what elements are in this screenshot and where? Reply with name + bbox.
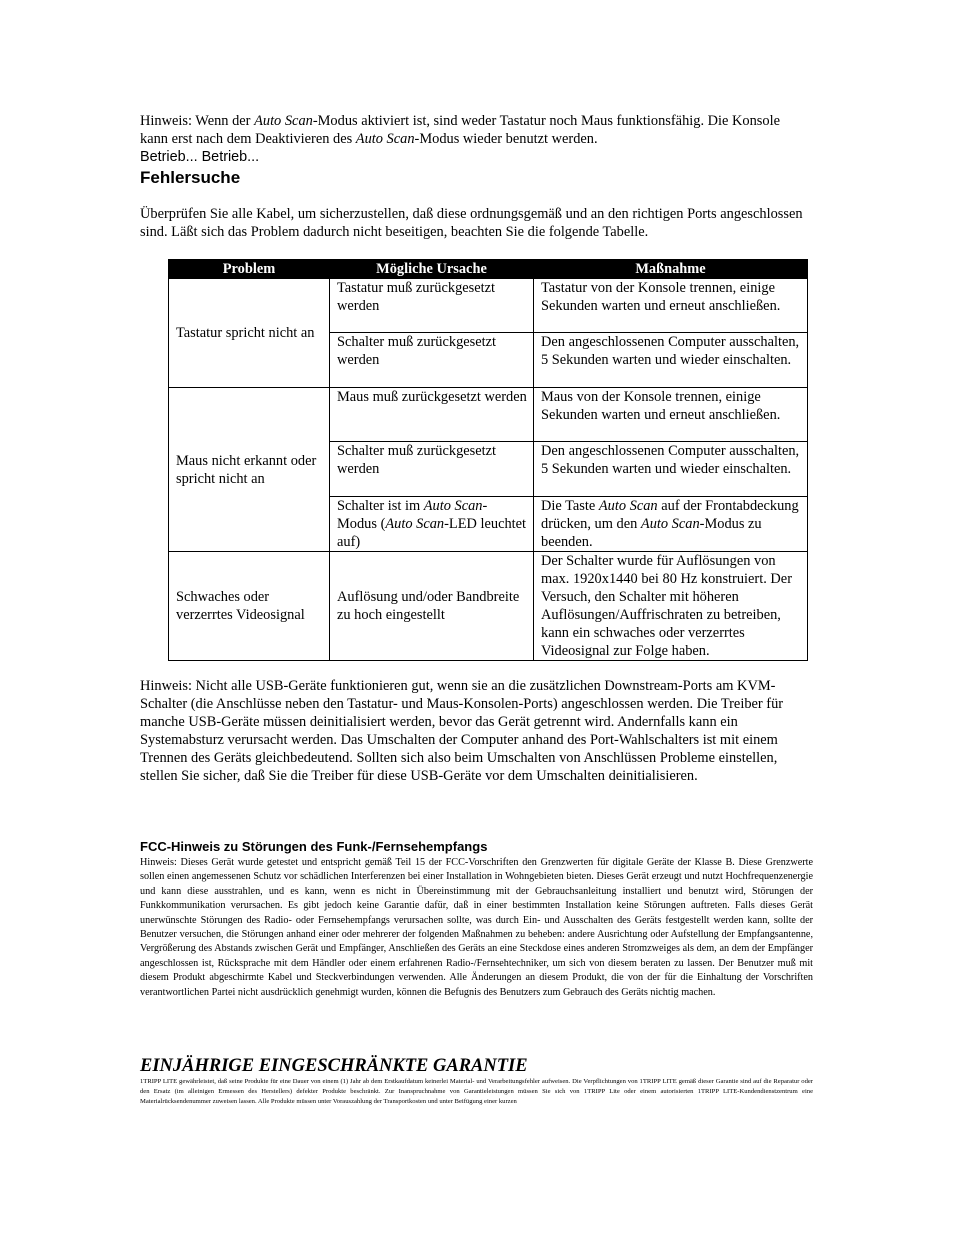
cause-emphasis: Auto Scan	[385, 516, 445, 532]
note-emphasis: Auto Scan	[254, 113, 313, 129]
cause-cell: Maus muß zurückgesetzt werden	[330, 388, 534, 442]
warranty-heading: EINJÄHRIGE EINGESCHRÄNKTE GARANTIE	[140, 1056, 528, 1076]
usb-note: Hinweis: Nicht alle USB-Geräte funktionieren gut, wenn sie an die zusätzlichen Downstream-Ports am KVM-Schalter (die Anschlüsse neben den Tastatur- und Maus-Konsolen-Ports) angeschlossen werden. Die Treiber für manche USB-Geräte müssen deinitialisiert werden, bevor das Gerät getrennt wird. Andernfalls kann ein Systemabsturz verursacht werden. Das Umschalten der Computer anhand des Port-Wahlschalters ist mit einem Trennen des Geräts gleichbedeutend. Sollten sich also beim Umschalten von Anschlüssen Probleme einstellen, stellen Sie sicher, daß Sie die Treiber für diese USB-Geräte vor dem Umschalten deinitialisieren.	[140, 678, 784, 784]
action-cell: Tastatur von der Konsole trennen, einige Sekunden warten und erneut anschließen.	[534, 279, 808, 333]
cause-cell: Tastatur muß zurückgesetzt werden	[330, 279, 534, 333]
cause-cell	[330, 497, 534, 552]
note-emphasis: Auto Scan	[355, 131, 415, 147]
table-row	[169, 388, 808, 442]
cause-text: -Modus (	[337, 498, 488, 532]
action-text: -Modus zu beenden.	[541, 516, 762, 550]
problem-cell: Tastatur spricht nicht an	[169, 279, 330, 388]
troubleshooting-table	[168, 259, 808, 661]
table-header-row	[169, 260, 808, 279]
action-cell	[534, 497, 808, 552]
action-text: Die Taste	[541, 498, 599, 514]
table-row	[169, 279, 808, 333]
column-header-cause: Mögliche Ursache	[330, 260, 534, 279]
column-header-problem: Problem	[169, 260, 330, 279]
problem-cell: Schwaches oder verzerrtes Videosignal	[169, 552, 330, 661]
troubleshooting-intro: Überprüfen Sie alle Kabel, um sicherzustellen, daß diese ordnungsgemäß und an den richtigen Ports angeschlossen sind. Läßt sich das Problem dadurch nicht beseitigen, beachten Sie die folgende Tabelle.	[140, 206, 803, 240]
problem-cell: Maus nicht erkannt oder spricht nicht an	[169, 388, 330, 552]
column-header-action: Maßnahme	[534, 260, 808, 279]
action-text: auf der Frontabdeckung drücken, um den	[541, 498, 799, 532]
cause-cell: Auflösung und/oder Bandbreite zu hoch eingestellt	[330, 552, 534, 661]
action-cell: Den angeschlossenen Computer ausschalten, 5 Sekunden warten und wieder einschalten.	[534, 333, 808, 388]
action-cell: Maus von der Konsole trennen, einige Sekunden warten und erneut anschließen.	[534, 388, 808, 442]
table-row	[169, 552, 808, 661]
troubleshooting-heading: Fehlersuche	[140, 168, 241, 187]
note-text: -Modus wieder benutzt werden.	[414, 131, 598, 147]
action-cell: Der Schalter wurde für Auflösungen von max. 1920x1440 bei 80 Hz konstruiert. Der Versuch, den Schalter mit höheren Auflösungen/Auffrischraten zu betreiben, kann ein schwaches oder verzerrtes Videosignal zur Folge haben.	[534, 552, 808, 661]
action-emphasis: Auto Scan	[598, 498, 658, 514]
running-text: Betrieb... Betrieb...	[140, 149, 260, 165]
cause-text: Schalter ist im	[337, 498, 424, 514]
action-cell: Den angeschlossenen Computer ausschalten, 5 Sekunden warten und wieder einschalten.	[534, 442, 808, 497]
cause-cell: Schalter muß zurückgesetzt werden	[330, 333, 534, 388]
auto-scan-note	[140, 112, 800, 148]
cause-emphasis: Auto Scan	[423, 498, 483, 514]
action-emphasis: Auto Scan	[640, 516, 700, 532]
cause-text: -LED leuchtet auf)	[337, 516, 527, 550]
fcc-heading: FCC-Hinweis zu Störungen des Funk-/Fernsehempfangs	[140, 839, 488, 854]
note-text: Hinweis: Wenn der	[140, 113, 255, 129]
fcc-notice: Hinweis: Dieses Gerät wurde getestet und entspricht gemäß Teil 15 der FCC-Vorschriften den Grenzwerten für digitale Geräte der Klasse B. Diese Grenzwerte sollen einen angemessenen Schutz vor schädlichen Interferenzen bei einer Installation in Wohngebieten bieten. Dieses Gerät erzeugt und nutzt Hochfrequenzenergie und kann diese ausstrahlen, und es kann, wenn es nicht in Übereinstimmung mit der Gebrauchsanleitung installiert und benutzt wird, Störungen der Funkkommunikation verursachen. Es gibt jedoch keine Garantie dafür, daß in einer bestimmten Installation keine Störungen auftreten. Falls dieses Gerät unerwünschte Störungen des Radio- oder Fernsehempfangs verursachen sollte, was durch Ein- und Ausschalten des Geräts festgestellt werden kann, sollte der Benutzer versuchen, die Störungen anhand einer oder mehrerer der folgenden Maßnahmen zu beheben: andere Ausrichtung oder Aufstellung der Empfangsantenne, Vergrößerung des Abstands zwischen Gerät und Empfänger, Anschließen des Geräts an eine Steckdose eines anderen Stromzweiges als dem, an dem der Empfänger angeschlossen ist, Rücksprache mit dem Händler oder einem erfahrenen Radio-/Fernsehtechniker, um sich von diesem beraten zu lassen. Der Benutzer muß mit diesem Produkt abgeschirmte Kabel und Steckverbindungen verwenden. Alle Änderungen an diesem Produkt, die von der für die Einhaltung der Vorschriften verantwortlichen Partei nicht ausdrücklich genehmigt wurden, können die Befugnis des Benutzers zum Gebrauch des Geräts nichtig machen.	[140, 857, 813, 998]
note-text: -Modus aktiviert ist, sind weder Tastatur noch Maus funktionsfähig. Die Konsole kann erst nach dem Deaktivieren des	[140, 113, 780, 147]
warranty-text: 1TRIPP LITE gewährleistet, daß seine Produkte für eine Dauer von einem (1) Jahr ab dem Erstkaufdatum keinerlei Material- und Verarbeitungsfehler aufweisen. Die Verpflichtungen von 1TRIPP LITE gemäß dieser Garantie sind auf die Reparatur oder den Ersatz (im alleinigen Ermessen des Herstellers) defekter Produkte beschränkt. Zur Inanspruchnahme von Garantieleistungen müssen Sie sich von 1TRIPP Lite oder einem autorisierten 1TRIPP LITE-Kundendienstzentrum eine Materialrücksendenummer zuweisen lassen. Alle Produkte müssen unter Vorauszahlung der Transportkosten und unter Beifügung einer kurzen	[140, 1078, 813, 1105]
cause-cell: Schalter muß zurückgesetzt werden	[330, 442, 534, 497]
